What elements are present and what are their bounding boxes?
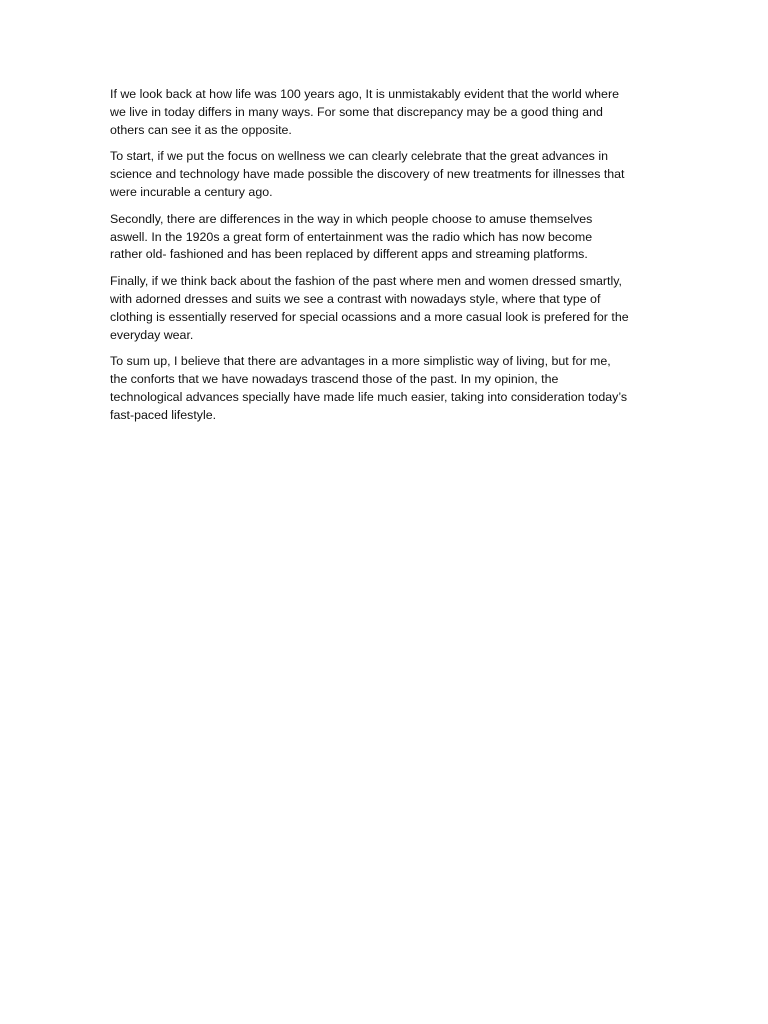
paragraph-entertainment: Secondly, there are differences in the way in which people choose to amuse themselves aswell. In the 1920s a great form of entertainment was the radio which has now become rather old- fashioned and has been replaced by different apps and streaming platforms. — [110, 211, 593, 262]
paragraph-conclusion: To sum up, I believe that there are advantages in a more simplistic way of living, but for me, the conforts that we have nowadays trascend those of the past. In my opinion, the technological advances specially have made life much easier, taking into consideration today’s fast-paced lifestyle. — [110, 354, 628, 422]
paragraph-introduction: If we look back at how life was 100 years ago, It is unmistakably evident that the world where we live in today differs in many ways. For some that discrepancy may be a good thing and others can see it as the opposite. — [110, 87, 619, 137]
paragraph-fashion: Finally, if we think back about the fashion of the past where men and women dressed smartly, with adorned dresses and suits we see a contrast with nowadays style, where that type of clothing is essentially reserved for special ocassions and a more casual look is prefered for the everyday wear. — [110, 274, 629, 342]
document-body — [110, 86, 655, 434]
paragraph-wellness: To start, if we put the focus on wellness we can clearly celebrate that the great advances in science and technology have made possible the discovery of new treatments for illnesses that were incurable a century ago. — [110, 149, 625, 199]
